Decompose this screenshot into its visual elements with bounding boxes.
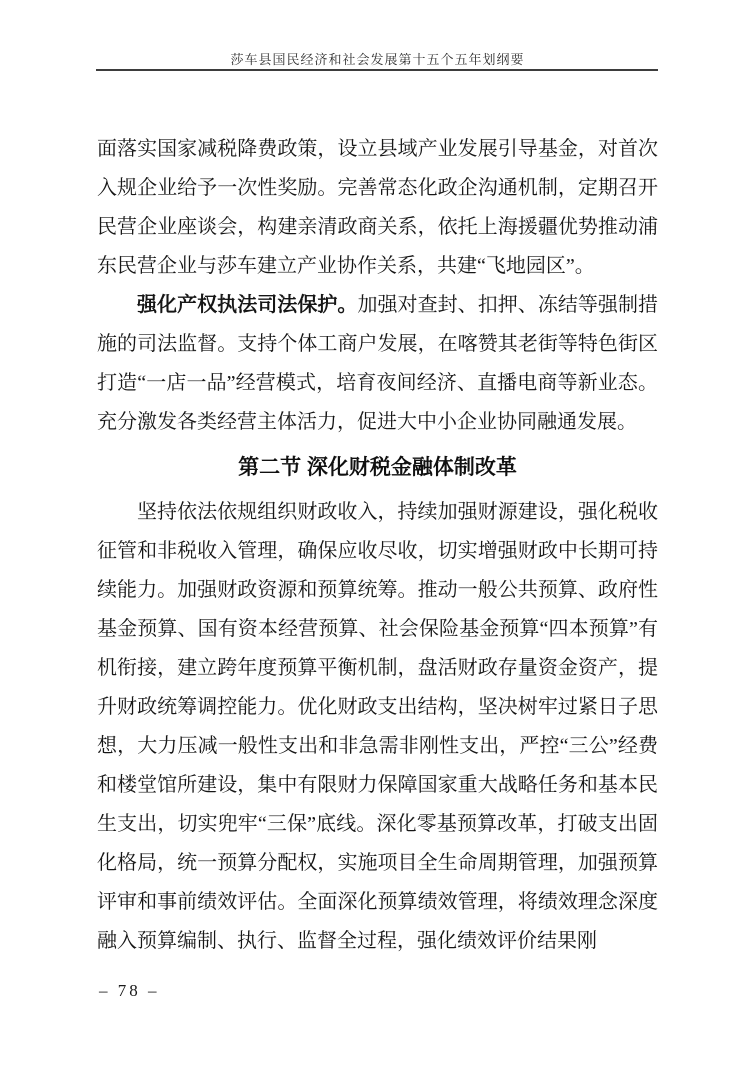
paragraph-continuation: 面落实国家减税降费政策，设立县域产业发展引导基金，对首次入规企业给予一次性奖励。完善常态化政企沟通机制，定期召开民营企业座谈会，构建亲清政商关系，依托上海援疆优势推动浦东民营企业与莎车建立产业协作关系，共建“飞地园区”。: [97, 138, 658, 277]
page-number: – 78 –: [99, 981, 160, 1000]
paragraph-bold-lead: 强化产权执法司法保护。: [137, 294, 358, 316]
header-rule: [96, 69, 658, 71]
paragraph-rest-text: 加强对查封、扣押、冻结等强制措施的司法监督。支持个体工商户发展，在喀赞其老街等特色街区打造“一店一品”经营模式，培育夜间经济、直播电商等新业态。充分激发各类经营主体活力，促进大中小企业协同融通发展。: [97, 294, 659, 433]
paragraph-property-rights: [97, 286, 658, 442]
running-header-title: 莎车县国民经济和社会发展第十五个五年划纲要: [230, 52, 525, 67]
paragraph-fiscal-reform: 坚持依法依规组织财政收入，持续加强财源建设，强化税收征管和非税收入管理，确保应收尽收，切实增强财政中长期可持续能力。加强财政资源和预算统筹。推动一般公共预算、政府性基金预算、国有资本经营预算、社会保险基金预算“四本预算”有机衔接，建立跨年度预算平衡机制，盘活财政存量资金资产，提升财政统筹调控能力。优化财政支出结构，坚决树牢过紧日子思想，大力压减一般性支出和非急需非刚性支出，严控“三公”经费和楼堂馆所建设，集中有限财力保障国家重大战略任务和基本民生支出，切实兜牢“三保”底线。深化零基预算改革，打破支出固化格局，统一预算分配权，实施项目全生命周期管理，加强预算评审和事前绩效评估。全面深化预算绩效管理，将绩效理念深度融入预算编制、执行、监督全过程，强化绩效评价结果刚: [97, 501, 658, 952]
document-body: [97, 130, 658, 961]
section-heading: 第二节 深化财税金融体制改革: [238, 456, 517, 479]
